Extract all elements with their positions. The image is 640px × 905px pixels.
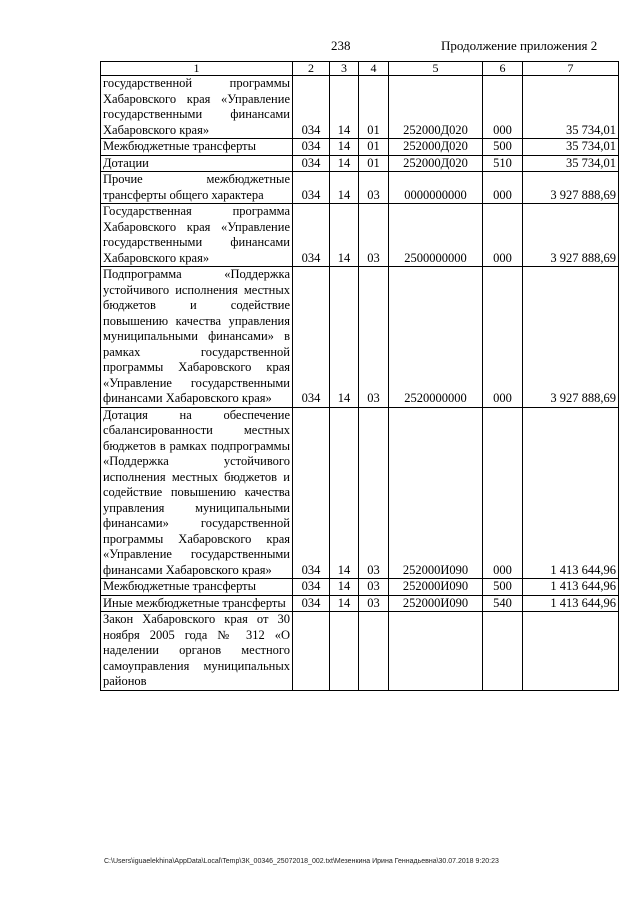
row-amount: 1 413 644,96 bbox=[523, 579, 619, 596]
row-subsection: 03 bbox=[359, 595, 389, 612]
row-expense-type bbox=[483, 612, 523, 691]
row-subsection: 03 bbox=[359, 172, 389, 204]
row-amount: 35 734,01 bbox=[523, 76, 619, 139]
row-amount: 35 734,01 bbox=[523, 155, 619, 172]
row-subsection bbox=[359, 612, 389, 691]
row-subsection: 03 bbox=[359, 204, 389, 267]
row-amount: 3 927 888,69 bbox=[523, 267, 619, 408]
row-section: 14 bbox=[330, 579, 359, 596]
row-target-article: 252000Д020 bbox=[389, 76, 483, 139]
page-number: 238 bbox=[331, 38, 351, 53]
column-number-row bbox=[101, 62, 619, 76]
column-header: 1 bbox=[101, 62, 293, 76]
row-name: Прочие межбюджетные трансферты общего характера bbox=[101, 172, 293, 204]
row-target-article: 252000И090 bbox=[389, 407, 483, 579]
row-name: Иные межбюджетные трансферты bbox=[101, 595, 293, 612]
row-amount: 3 927 888,69 bbox=[523, 172, 619, 204]
budget-table bbox=[100, 61, 619, 691]
row-expense-type: 000 bbox=[483, 267, 523, 408]
column-header: 7 bbox=[523, 62, 619, 76]
row-name: Межбюджетные трансферты bbox=[101, 579, 293, 596]
table-row bbox=[101, 612, 619, 691]
row-target-article: 252000И090 bbox=[389, 595, 483, 612]
row-subsection: 03 bbox=[359, 407, 389, 579]
row-section: 14 bbox=[330, 155, 359, 172]
row-admin-code bbox=[293, 612, 330, 691]
table-row bbox=[101, 139, 619, 156]
row-amount: 3 927 888,69 bbox=[523, 204, 619, 267]
row-section: 14 bbox=[330, 595, 359, 612]
row-target-article: 252000Д020 bbox=[389, 155, 483, 172]
row-name: Дотация на обеспечение сбалансированности местных бюджетов в рамках подпрограммы «Поддержка устойчивого исполнения местных бюджетов и содействие повышению качества управления муниципальными финансами» государственной программы Хабаровского края «Управление государственными финансами Хабаровского края» bbox=[101, 407, 293, 579]
row-section: 14 bbox=[330, 172, 359, 204]
row-section: 14 bbox=[330, 407, 359, 579]
row-section: 14 bbox=[330, 204, 359, 267]
row-section: 14 bbox=[330, 76, 359, 139]
row-admin-code: 034 bbox=[293, 172, 330, 204]
table-row bbox=[101, 155, 619, 172]
row-admin-code: 034 bbox=[293, 155, 330, 172]
table-row bbox=[101, 595, 619, 612]
table-row bbox=[101, 407, 619, 579]
table-row bbox=[101, 204, 619, 267]
row-amount bbox=[523, 612, 619, 691]
row-subsection: 01 bbox=[359, 155, 389, 172]
row-subsection: 01 bbox=[359, 76, 389, 139]
continuation-label: Продолжение приложения 2 bbox=[441, 38, 598, 53]
row-subsection: 03 bbox=[359, 579, 389, 596]
row-subsection: 03 bbox=[359, 267, 389, 408]
row-admin-code: 034 bbox=[293, 139, 330, 156]
row-name: государственной программы Хабаровского края «Управление государственными финансами Хабаровского края» bbox=[101, 76, 293, 139]
row-section: 14 bbox=[330, 267, 359, 408]
row-name: Межбюджетные трансферты bbox=[101, 139, 293, 156]
row-name: Подпрограмма «Поддержка устойчивого исполнения местных бюджетов и содействие повышению качества управления муниципальными финансами» в рамках государственной программы Хабаровского края «Управление государственными финансами Хабаровского края» bbox=[101, 267, 293, 408]
row-admin-code: 034 bbox=[293, 407, 330, 579]
column-header: 2 bbox=[293, 62, 330, 76]
row-amount: 1 413 644,96 bbox=[523, 407, 619, 579]
row-section bbox=[330, 612, 359, 691]
row-amount: 1 413 644,96 bbox=[523, 595, 619, 612]
row-subsection: 01 bbox=[359, 139, 389, 156]
row-admin-code: 034 bbox=[293, 204, 330, 267]
row-expense-type: 500 bbox=[483, 579, 523, 596]
column-header: 6 bbox=[483, 62, 523, 76]
row-expense-type: 000 bbox=[483, 407, 523, 579]
column-header: 3 bbox=[330, 62, 359, 76]
row-expense-type: 510 bbox=[483, 155, 523, 172]
column-header: 5 bbox=[389, 62, 483, 76]
row-admin-code: 034 bbox=[293, 579, 330, 596]
column-header: 4 bbox=[359, 62, 389, 76]
row-admin-code: 034 bbox=[293, 595, 330, 612]
table-row bbox=[101, 76, 619, 139]
row-expense-type: 500 bbox=[483, 139, 523, 156]
table-row bbox=[101, 579, 619, 596]
row-target-article: 252000И090 bbox=[389, 579, 483, 596]
row-target-article: 252000Д020 bbox=[389, 139, 483, 156]
row-admin-code: 034 bbox=[293, 267, 330, 408]
row-expense-type: 000 bbox=[483, 204, 523, 267]
row-target-article: 0000000000 bbox=[389, 172, 483, 204]
row-target-article bbox=[389, 612, 483, 691]
row-name: Закон Хабаровского края от 30 ноября 2005 года № 312 «О наделении органов местного самоуправления муниципальных районов bbox=[101, 612, 293, 691]
row-expense-type: 000 bbox=[483, 172, 523, 204]
row-name: Государственная программа Хабаровского края «Управление государственными финансами Хабаровского края» bbox=[101, 204, 293, 267]
row-amount: 35 734,01 bbox=[523, 139, 619, 156]
row-expense-type: 000 bbox=[483, 76, 523, 139]
row-target-article: 2520000000 bbox=[389, 267, 483, 408]
file-path-footer: C:\Users\iguaelekhina\AppData\Local\Temp\ЗК_00346_25072018_002.txt\Мезенкина Ирина Геннадьевна\30.07.2018 9:20:23 bbox=[104, 858, 499, 865]
row-target-article: 2500000000 bbox=[389, 204, 483, 267]
table-row bbox=[101, 267, 619, 408]
row-expense-type: 540 bbox=[483, 595, 523, 612]
row-admin-code: 034 bbox=[293, 76, 330, 139]
row-name: Дотации bbox=[101, 155, 293, 172]
table-row bbox=[101, 172, 619, 204]
row-section: 14 bbox=[330, 139, 359, 156]
